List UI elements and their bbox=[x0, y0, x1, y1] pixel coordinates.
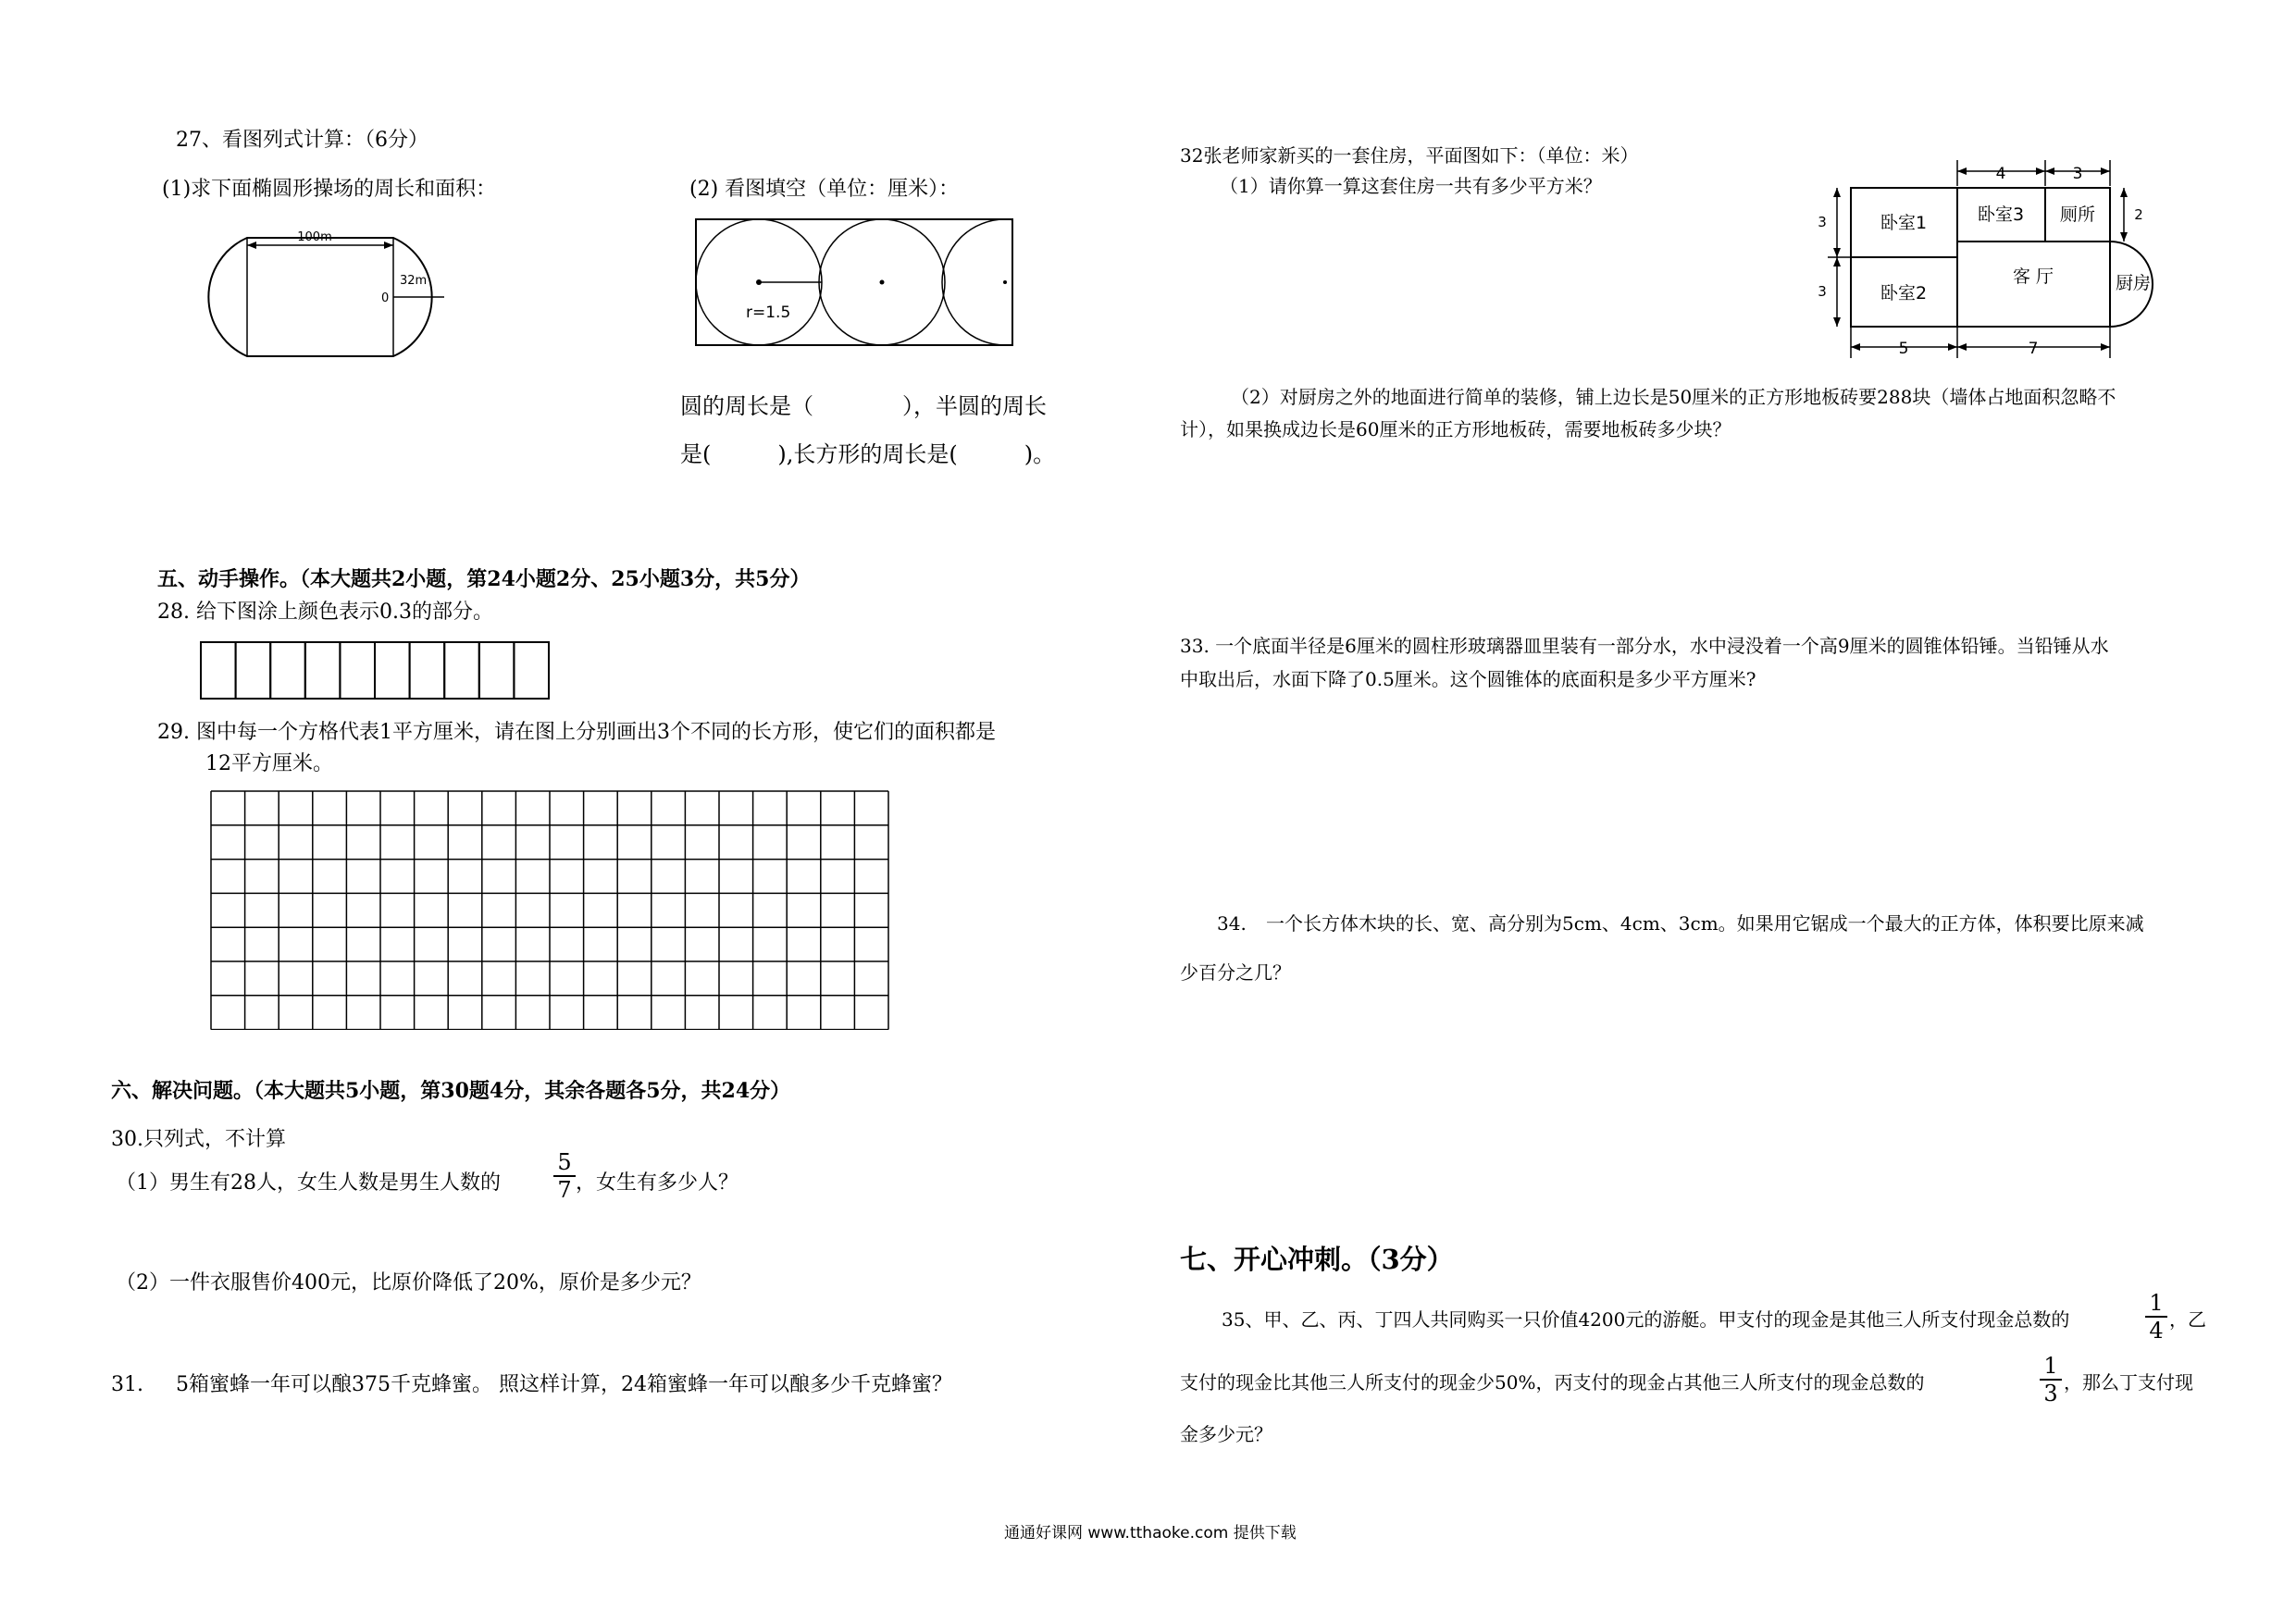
q35-line1: 35、甲、乙、丙、丁四人共同购买一只价值4200元的游艇。甲支付的现金是其他三人所支付现金总数的 bbox=[1222, 1308, 2070, 1331]
section7-title: 七、开心冲刺。（3分） bbox=[1180, 1244, 1454, 1275]
q32-part2-line2: 计），如果换成边长是60厘米的正方形地板砖，需要地板砖多少块？ bbox=[1180, 418, 1731, 440]
circle-radius-label: r=1.5 bbox=[746, 304, 791, 322]
track-length-label: 100m bbox=[297, 230, 332, 244]
q30-fraction-den: 7 bbox=[557, 1177, 572, 1203]
section6-title: 六、解决问题。（本大题共5小题，第30题4分，其余各题各5分，共24分） bbox=[111, 1079, 791, 1103]
plan-dim-4: 4 bbox=[1995, 165, 2006, 183]
plan-room-bedroom2: 卧室2 bbox=[1880, 283, 1928, 304]
q35-fraction-2-den: 3 bbox=[2043, 1381, 2058, 1406]
page-footer: 通通好课网 www.tthaoke.com 提供下载 bbox=[1004, 1524, 1297, 1542]
strip-cell[interactable] bbox=[444, 642, 479, 699]
q30-part2: （2）一件衣服售价400元，比原价降低了20%，原价是多少元？ bbox=[116, 1271, 701, 1295]
plan-dim-3-top: 3 bbox=[2072, 165, 2083, 183]
plan-dim-left-top: 3 bbox=[1818, 214, 1827, 230]
strip-cell[interactable] bbox=[410, 642, 445, 699]
q33-line2: 中取出后，水面下降了0.5厘米。这个圆锥体的底面积是多少平方厘米? bbox=[1180, 668, 1756, 690]
plan-dim-5: 5 bbox=[1898, 340, 1909, 358]
q31-number: 31. bbox=[111, 1373, 143, 1396]
q27-part2: (2) 看图填空（单位：厘米）： bbox=[689, 178, 960, 201]
q27-fill-line1: 圆的周长是（ ），半圆的周长 bbox=[680, 393, 1047, 419]
strip-cell[interactable] bbox=[201, 642, 236, 699]
q29-square-grid[interactable] bbox=[209, 789, 890, 1030]
q28-strip-grid[interactable] bbox=[199, 640, 552, 701]
q35-fraction-1-num: 1 bbox=[2149, 1290, 2164, 1316]
plan-dim-7: 7 bbox=[2028, 340, 2039, 358]
q30-text: 30.只列式，不计算 bbox=[111, 1128, 286, 1151]
q30-fraction bbox=[553, 1149, 576, 1203]
q28-text: 28. 给下图涂上颜色表示0.3的部分。 bbox=[157, 601, 493, 624]
q29-text-line1: 29. 图中每一个方格代表1平方厘米，请在图上分别画出3个不同的长方形，使它们的面积都是 bbox=[157, 721, 996, 744]
q35-line3: 金多少元？ bbox=[1180, 1423, 1272, 1445]
q35-fraction-2 bbox=[2040, 1353, 2062, 1406]
section5-title: 五、动手操作。（本大题共2小题，第24小题2分、25小题3分，共5分） bbox=[157, 567, 811, 591]
plan-dim-left-bottom: 3 bbox=[1818, 283, 1827, 300]
q29-text-line2: 12平方厘米。 bbox=[205, 752, 333, 775]
q31-text: 5箱蜜蜂一年可以酿375千克蜂蜜。 照这样计算，24箱蜜蜂一年可以酿多少千克蜂蜜？ bbox=[176, 1373, 952, 1396]
q32-title: 32张老师家新买的一套住房，平面图如下：（单位：米） bbox=[1180, 144, 1639, 167]
strip-cell[interactable] bbox=[305, 642, 341, 699]
q30-part1-a: （1）男生有28人，女生人数是男生人数的 bbox=[116, 1171, 501, 1195]
q35-line1-end: ，乙 bbox=[2169, 1308, 2206, 1331]
q27-part1: (1)求下面椭圆形操场的周长和面积： bbox=[162, 178, 497, 201]
strip-cell[interactable] bbox=[236, 642, 271, 699]
q35-fraction-1-den: 4 bbox=[2149, 1318, 2164, 1344]
q33-line1: 33. 一个底面半径是6厘米的圆柱形玻璃器皿里装有一部分水，水中浸没着一个高9厘米的圆锥体铅锤。当铅锤从水 bbox=[1180, 635, 2109, 657]
plan-room-bedroom3: 卧室3 bbox=[1977, 204, 2025, 225]
q35-line2-end: ，那么丁支付现 bbox=[2064, 1371, 2193, 1394]
strip-cell[interactable] bbox=[270, 642, 305, 699]
plan-dim-right: 2 bbox=[2134, 206, 2143, 223]
q35-fraction-1 bbox=[2145, 1290, 2167, 1344]
floor-plan-figure bbox=[1809, 153, 2170, 379]
q30-fraction-num: 5 bbox=[557, 1149, 572, 1175]
q27-fill-line2: 是( ),长方形的周长是( )。 bbox=[680, 441, 1056, 467]
q27-title: 27、看图列式计算：（6分） bbox=[176, 129, 428, 152]
q32-part2-line1: （2）对厨房之外的地面进行简单的装修，铺上边长是50厘米的正方形地板砖要288块（墙体占地面积忽略不 bbox=[1231, 386, 2116, 408]
strip-cell[interactable] bbox=[514, 642, 549, 699]
q34-number: 34. bbox=[1217, 912, 1247, 935]
q34-line2: 少百分之几？ bbox=[1180, 961, 1291, 984]
plan-room-bedroom1: 卧室1 bbox=[1880, 213, 1928, 233]
q35-fraction-2-num: 1 bbox=[2043, 1353, 2058, 1379]
oval-track-figure bbox=[194, 217, 463, 365]
strip-cell[interactable] bbox=[340, 642, 375, 699]
track-center-label: 0 bbox=[381, 291, 390, 305]
q32-part1: （1）请你算一算这套住房一共有多少平方米？ bbox=[1220, 175, 1602, 197]
plan-room-living: 客 厅 bbox=[2012, 266, 2054, 287]
q34-line1: 一个长方体木块的长、宽、高分别为5cm、4cm、3cm。如果用它锯成一个最大的正方体，体积要比原来减 bbox=[1266, 912, 2144, 935]
plan-room-toilet: 厕所 bbox=[2059, 204, 2096, 225]
strip-cell[interactable] bbox=[479, 642, 515, 699]
q30-part1-b: ，女生有多少人？ bbox=[576, 1171, 739, 1195]
plan-room-kitchen: 厨房 bbox=[2115, 273, 2152, 293]
circles-rectangle-figure bbox=[694, 217, 1018, 352]
track-radius-label: 32m bbox=[400, 274, 428, 288]
q35-line2: 支付的现金比其他三人所支付的现金少50%，丙支付的现金占其他三人所支付的现金总数的 bbox=[1180, 1371, 1925, 1394]
strip-cell[interactable] bbox=[375, 642, 410, 699]
